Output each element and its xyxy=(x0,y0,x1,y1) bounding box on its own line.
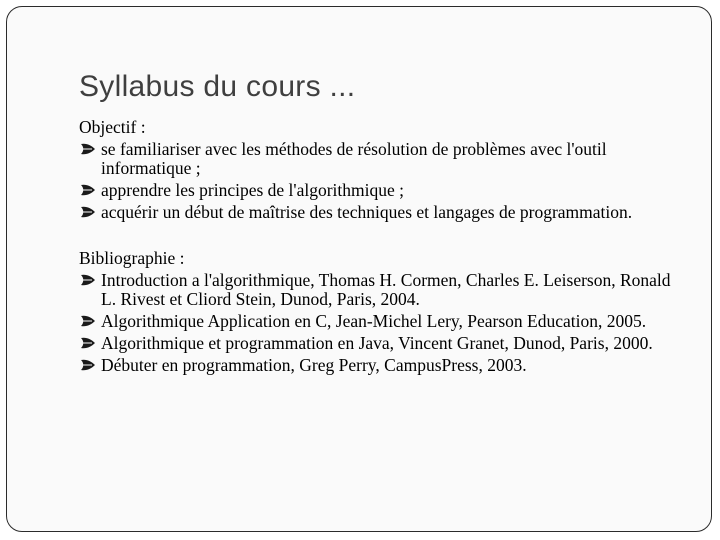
arrow-leaf-bullet-icon xyxy=(80,273,97,287)
arrow-leaf-bullet-icon xyxy=(80,142,97,156)
slide-title: Syllabus du cours ... xyxy=(79,70,356,103)
objectif-heading: Objectif : xyxy=(79,117,146,137)
list-item xyxy=(79,271,689,309)
arrow-leaf-bullet-icon xyxy=(80,183,97,197)
list-item xyxy=(79,140,689,178)
arrow-leaf-bullet-icon xyxy=(80,314,97,328)
bibliographie-heading: Bibliographie : xyxy=(79,248,185,268)
section-spacer xyxy=(79,225,689,249)
arrow-leaf-bullet-icon xyxy=(80,358,97,372)
list-item-text: Introduction a l'algorithmique, Thomas H. Cormen, Charles E. Leiserson, Ronald L. Rivest et Cliord Stein, Dunod, Paris, 2004. xyxy=(101,270,671,309)
list-item-text: Débuter en programmation, Greg Perry, CampusPress, 2003. xyxy=(101,355,527,375)
arrow-leaf-bullet-icon xyxy=(80,336,97,350)
list-item-text: apprendre les principes de l'algorithmique ; xyxy=(101,180,404,200)
list-item-text: Algorithmique et programmation en Java, Vincent Granet, Dunod, Paris, 2000. xyxy=(101,333,653,353)
list-item-text: Algorithmique Application en C, Jean-Michel Lery, Pearson Education, 2005. xyxy=(101,311,647,331)
slide-body xyxy=(79,118,689,378)
list-item xyxy=(79,312,689,331)
objectif-list xyxy=(79,140,689,222)
arrow-leaf-bullet-icon xyxy=(80,205,97,219)
list-item-text: se familiariser avec les méthodes de résolution de problèmes avec l'outil informatique ; xyxy=(101,139,607,178)
bibliographie-list xyxy=(79,271,689,375)
list-item xyxy=(79,334,689,353)
list-item xyxy=(79,203,689,222)
list-item-text: acquérir un début de maîtrise des techniques et langages de programmation. xyxy=(101,202,633,222)
list-item xyxy=(79,181,689,200)
list-item xyxy=(79,356,689,375)
